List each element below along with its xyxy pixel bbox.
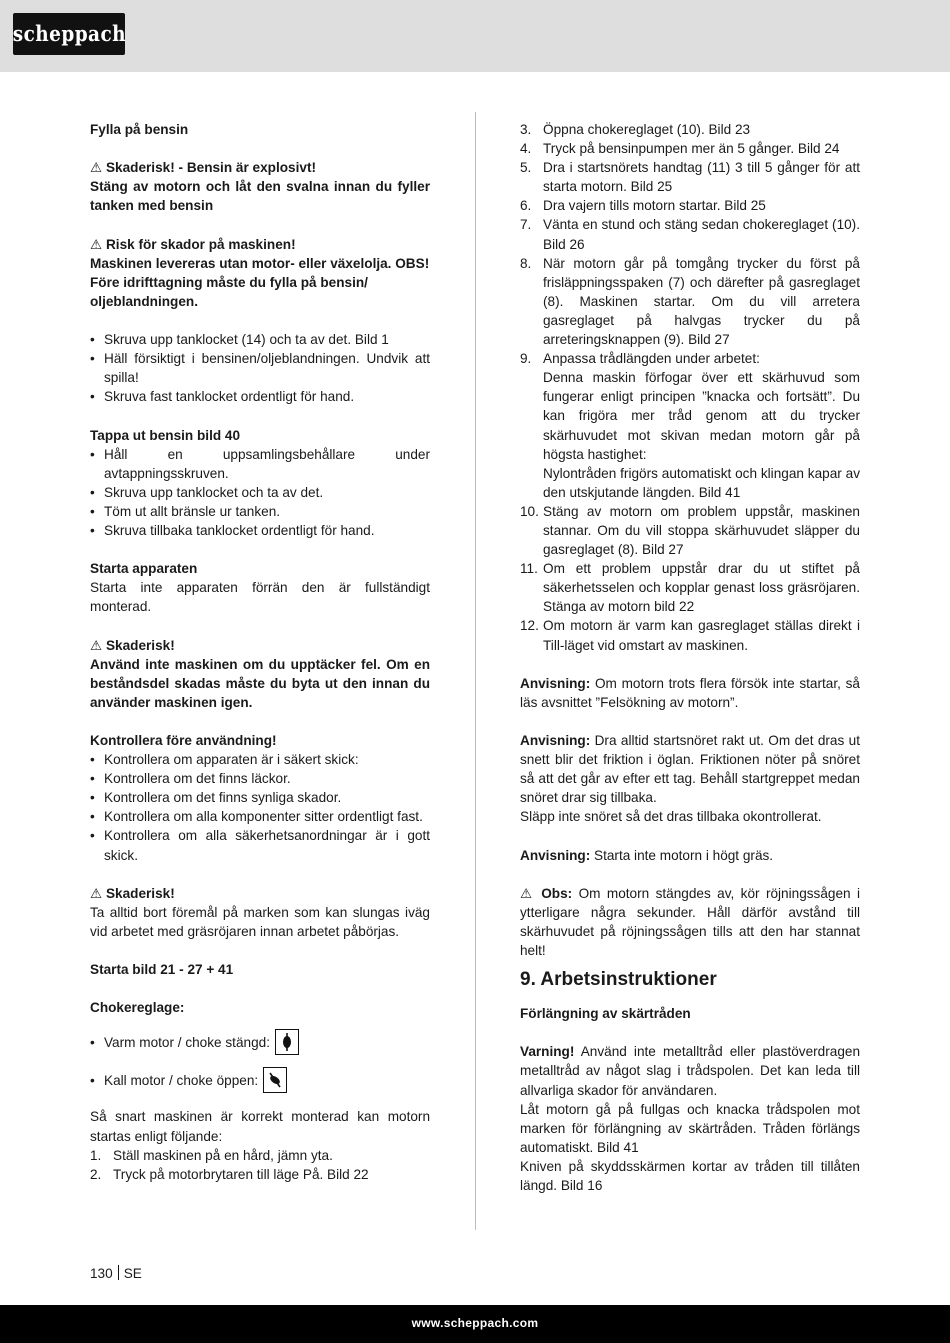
warning-triangle-icon: ⚠ (90, 637, 103, 653)
choke-closed-icon (275, 1029, 299, 1055)
warning-heading: ⚠ Skaderisk! (90, 885, 175, 901)
warning-text: Maskinen levereras utan motor- eller växelolja. OBS! Före idrifttagning måste du fylla på bensin/ oljeblandningen. (90, 255, 430, 309)
choke-title: Chokereglage: (90, 1000, 185, 1016)
list-item: • Häll försiktigt i bensinen/oljeblandningen. Undvik att spilla! (90, 349, 430, 387)
check-list (90, 750, 430, 865)
warning-triangle-icon: ⚠ (90, 160, 103, 176)
choke-cold-row: • Kall motor / choke öppen: (90, 1065, 430, 1095)
step-item: 7. Vänta en stund och stäng sedan chokereglaget (10). Bild 26 (520, 217, 860, 252)
step-item: 10. Stäng av motorn om problem uppstår, maskinen stannar. Om du vill stoppa skärhuvudet släpper du gasreglaget (8). Bild 27 (520, 503, 860, 558)
fill-list (90, 330, 430, 406)
section-title: 9. Arbetsinstruktioner (520, 969, 717, 991)
sub-title: Förlängning av skärtråden (520, 1006, 691, 1022)
paragraph: Kniven på skyddsskärmen kortar av tråden till tillåten längd. Bild 16 (520, 1158, 860, 1193)
fill-title: Fylla på bensin (90, 122, 189, 137)
step-item: 1. Ställ maskinen på en hård, jämn yta. (90, 1147, 333, 1163)
paragraph: Låt motorn gå på fullgas och knacka trådspolen mot marken för förlängning av skärtråden. Tråden förlängs automatiskt. Bild 41 (520, 1101, 860, 1155)
list-item: • Håll en uppsamlingsbehållare under avtappningsskruven. (90, 445, 430, 483)
drain-list (90, 445, 430, 540)
list-item: • Skruva tillbaka tanklocket ordentligt för hand. (90, 521, 430, 540)
start-title: Starta apparaten (90, 561, 198, 577)
start-intro: Så snart maskinen är korrekt monterad kan motorn startas enligt följande: (90, 1109, 430, 1144)
list-item: • Kontrollera om alla säkerhetsanordningar är i gott skick. (90, 826, 430, 864)
page-number: 130 SE (90, 1266, 142, 1281)
left-column (90, 120, 430, 1184)
choke-open-icon (263, 1067, 287, 1093)
warning-triangle-icon: ⚠ (520, 885, 535, 901)
choke-warm-row: • Varm motor / choke stängd: (90, 1027, 430, 1057)
page-footer (0, 1305, 950, 1343)
step-item: 12. Om motorn är varm kan gasreglaget ställas direkt i Till-läget vid omstart av maskinen. (520, 618, 860, 653)
footer-url[interactable]: www.scheppach.com (411, 1316, 539, 1331)
step-item: 2. Tryck på motorbrytaren till läge På. Bild 22 (90, 1166, 369, 1182)
warning-heading: ⚠ Skaderisk! - Bensin är explosivt! (90, 160, 316, 176)
step-item: 3. Öppna chokereglaget (10). Bild 23 (520, 122, 751, 137)
list-item: • Töm ut allt bränsle ur tanken. (90, 502, 430, 521)
warning-text: Ta alltid bort föremål på marken som kan slungas iväg vid arbetet med gräsröjaren innan arbetet påbörjas. (90, 904, 430, 939)
column-divider (475, 112, 476, 1230)
start-text: Starta inte apparaten förrän den är fullständigt monterad. (90, 580, 430, 615)
note-paragraph: Anvisning: Starta inte motorn i högt gräs. (520, 847, 774, 863)
step-item: 8. När motorn går på tomgång trycker du först på frisläppningsspaken (7) och därefter på gasreglaget (8). Maskinen startar. Om du vill arretera gasreglaget på halvgas trycker du på arreteringsknappen (9). Bild 27 (520, 255, 860, 348)
step-item: 11. Om ett problem uppstår drar du ut stiftet på säkerhetsselen och kopplar genast loss gräsröjaren. Stänga av motorn bild 22 (520, 561, 860, 615)
drain-title: Tappa ut bensin bild 40 (90, 427, 241, 443)
start-steps (90, 1146, 430, 1184)
step-item: 5. Dra i startsnörets handtag (11) 3 till 5 gånger för att starta motorn. Bild 25 (520, 160, 860, 195)
start-steps-continued (520, 120, 860, 655)
check-title: Kontrollera före användning! (90, 733, 277, 748)
page-header (0, 0, 950, 72)
choke-cold-label: Kall motor / choke öppen: (104, 1072, 259, 1088)
step-item: 6. Dra vajern tills motorn startar. Bild 25 (520, 198, 766, 214)
list-item: • Skruva upp tanklocket (14) och ta av det. Bild 1 (90, 330, 430, 349)
list-item: • Kontrollera om alla komponenter sitter ordentligt fast. (90, 807, 430, 826)
list-item: • Skruva fast tanklocket ordentligt för hand. (90, 387, 430, 406)
warning-triangle-icon: ⚠ (90, 885, 103, 901)
warning-text: Använd inte maskinen om du upptäcker fel. Om en beståndsdel skadas måste du byta ut den innan du använder maskinen igen. (90, 656, 430, 710)
list-item: • Kontrollera om det finns läckor. (90, 769, 430, 788)
warning-heading: ⚠ Risk för skador på maskinen! (90, 236, 296, 252)
brand-logo (13, 13, 125, 55)
choke-warm-label: Varm motor / choke stängd: (104, 1034, 270, 1050)
list-item: • Kontrollera om det finns synliga skador. (90, 788, 430, 807)
step-item: 9. Anpassa trådlängden under arbetet: Denna maskin förfogar över ett skärhuvud som fungerar enligt principen ”knacka och fortsätt”. Du kan frigöra mer tråd genom att du trycker skärhuvudet mot skivan medan motorn går på högsta hastighet: Nylontråden frigörs automatiskt och klingan kapar av den utskjutande längden. Bild 41 (520, 351, 860, 500)
note-paragraph: Anvisning: Dra alltid startsnöret rakt ut. Om det dras ut snett blir det friktion i öglan. Friktionen nöter på snöret så att det går av efter ett tag. Behåll startgreppet medan snöret drar sig tillbaka. (520, 733, 860, 806)
list-item: • Kontrollera om apparaten är i säkert skick: (90, 750, 430, 769)
obs-paragraph: ⚠ Obs: Om motorn stängdes av, kör röjningssågen i ytterligare några sekunder. Håll därför avstånd till skärhuvudet på röjningssågen tills att den har stannat helt! (520, 885, 860, 959)
warning-heading: ⚠ Skaderisk! (90, 637, 175, 653)
list-item: • Skruva upp tanklocket och ta av det. (90, 483, 430, 502)
note-paragraph: Anvisning: Om motorn trots flera försök inte startar, så läs avsnittet ”Felsökning av motorn”. (520, 675, 860, 710)
step-item: 4. Tryck på bensinpumpen mer än 5 gånger. Bild 24 (520, 141, 840, 157)
warning-paragraph: Varning! Använd inte metalltråd eller plastöverdragen metalltråd av något slag i trådspolen. Det kan leda till allvarliga skador för användaren. (520, 1044, 860, 1098)
warning-text: Stäng av motorn och låt den svalna innan du fyller tanken med bensin (90, 179, 430, 214)
warning-triangle-icon: ⚠ (90, 236, 103, 252)
note-paragraph-cont: Släpp inte snöret så det dras tillbaka okontrollerat. (520, 809, 822, 825)
start-figure-title: Starta bild 21 - 27 + 41 (90, 962, 234, 978)
brand-logo-text: scheppach (12, 21, 126, 47)
right-column (520, 120, 860, 1195)
